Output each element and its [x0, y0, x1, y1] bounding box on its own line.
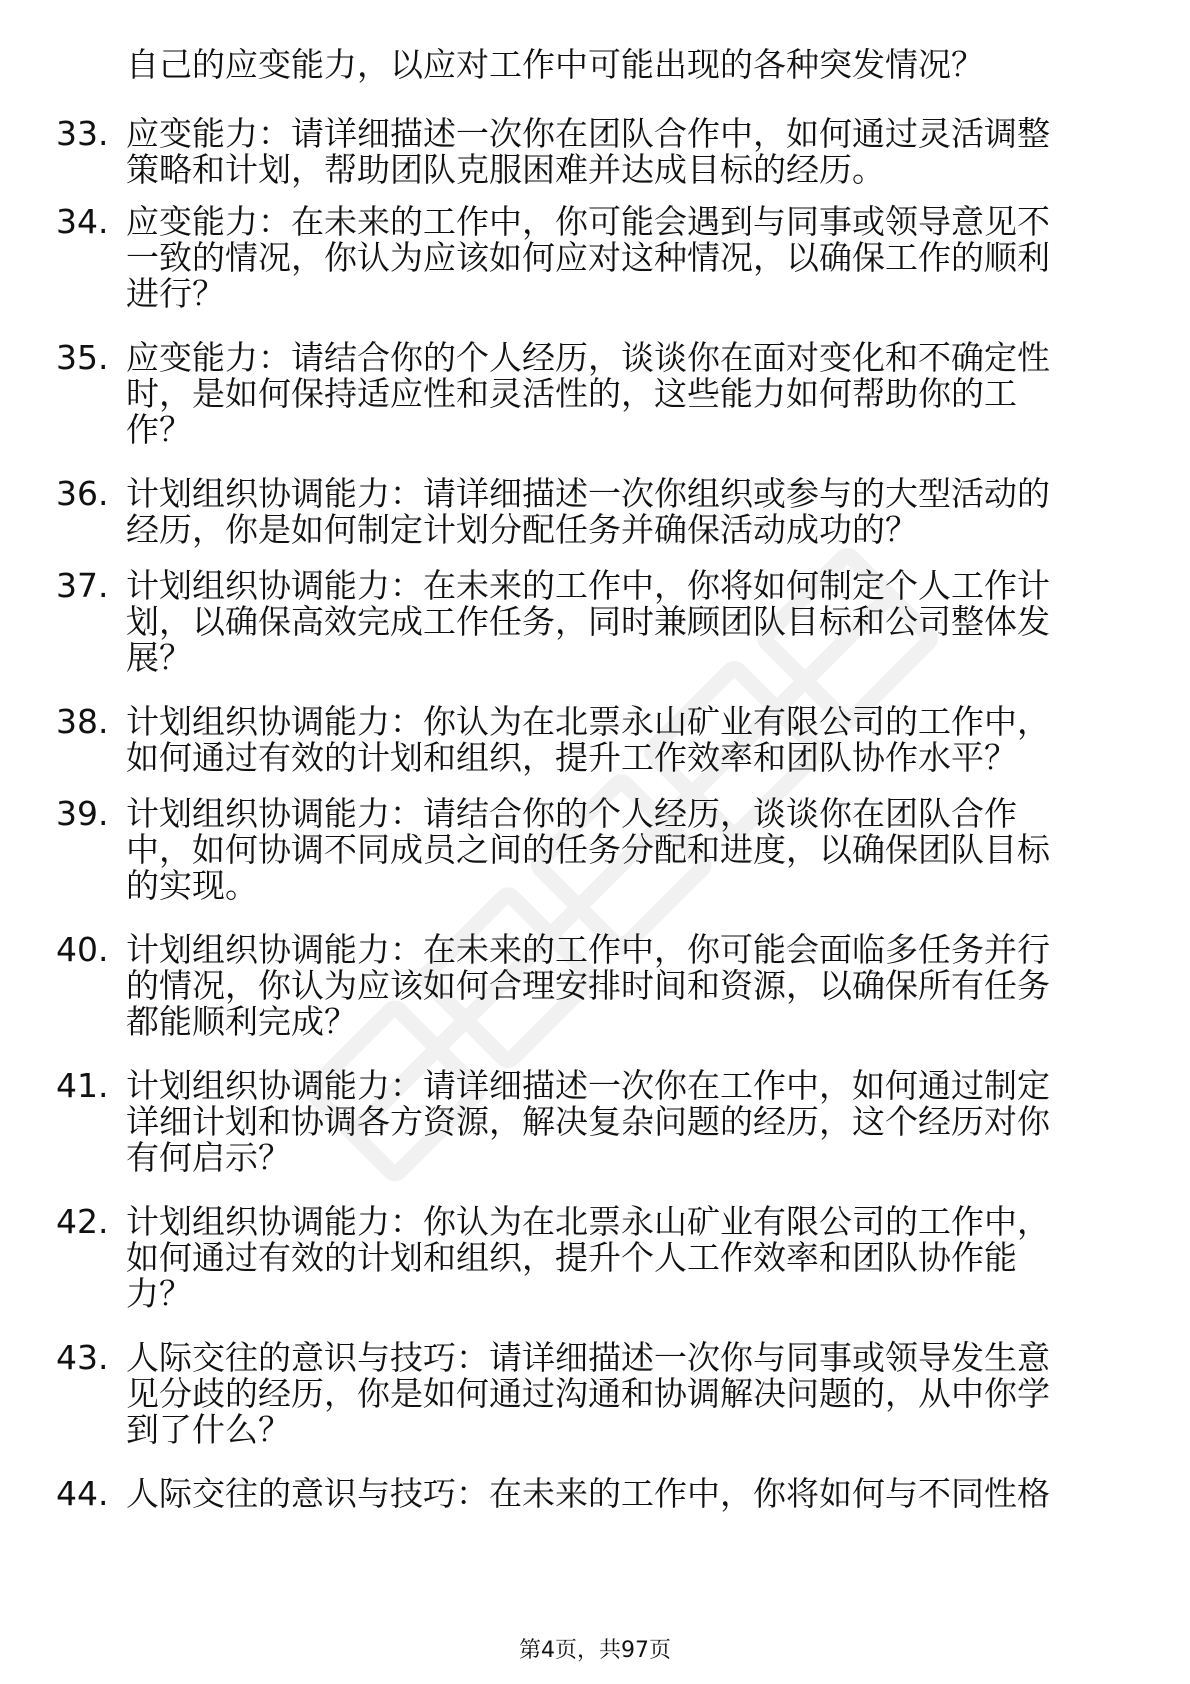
question-number: 43. [56, 1338, 109, 1377]
question-text: 计划组织协调能力：请结合你的个人经历，谈谈你在团队合作 中，如何协调不同成员之间的任务分配和进度，以确保团队目标 的实现。 [126, 794, 1050, 905]
question-number: 42. [56, 1202, 109, 1241]
question-number: 34. [56, 202, 109, 241]
question-text: 应变能力：请结合你的个人经历，谈谈你在面对变化和不确定性 时，是如何保持适应性和灵活性的，这些能力如何帮助你的工 作？ [126, 338, 1050, 449]
question-text: 计划组织协调能力：你认为在北票永山矿业有限公司的工作中， 如何通过有效的计划和组织，提升工作效率和团队协作水平？ [126, 702, 1050, 777]
question-number: 44. [56, 1474, 109, 1513]
page-footer: 第4页，共97页 [519, 1638, 671, 1663]
question-text: 人际交往的意识与技巧：在未来的工作中，你将如何与不同性格 [126, 1474, 1050, 1513]
question-number: 37. [56, 566, 109, 605]
question-number: 39. [56, 794, 109, 833]
question-text: 应变能力：在未来的工作中，你可能会遇到与同事或领导意见不 一致的情况，你认为应该如何应对这种情况，以确保工作的顺利 进行？ [126, 202, 1050, 313]
question-text: 计划组织协调能力：在未来的工作中，你将如何制定个人工作计 划，以确保高效完成工作任务，同时兼顾团队目标和公司整体发 展？ [126, 566, 1050, 677]
question-number: 41. [56, 1066, 109, 1105]
question-number: 35. [56, 338, 109, 377]
question-text: 人际交往的意识与技巧：请详细描述一次你与同事或领导发生意 见分歧的经历，你是如何通过沟通和协调解决问题的，从中你学 到了什么？ [126, 1338, 1050, 1449]
question-text: 计划组织协调能力：你认为在北票永山矿业有限公司的工作中， 如何通过有效的计划和组织，提升个人工作效率和团队协作能 力？ [126, 1202, 1050, 1313]
question-text: 应变能力：请详细描述一次你在团队合作中，如何通过灵活调整 策略和计划，帮助团队克服困难并达成目标的经历。 [126, 114, 1050, 189]
continuation-text: 自己的应变能力，以应对工作中可能出现的各种突发情况？ [126, 45, 984, 84]
question-number: 33. [56, 114, 109, 153]
question-number: 38. [56, 702, 109, 741]
question-text: 计划组织协调能力：在未来的工作中，你可能会面临多任务并行 的情况，你认为应该如何合理安排时间和资源，以确保所有任务 都能顺利完成？ [126, 930, 1050, 1041]
question-number: 36. [56, 474, 109, 513]
question-text: 计划组织协调能力：请详细描述一次你在工作中，如何通过制定 详细计划和协调各方资源，解决复杂问题的经历，这个经历对你 有何启示？ [126, 1066, 1050, 1177]
question-text: 计划组织协调能力：请详细描述一次你组织或参与的大型活动的 经历，你是如何制定计划分配任务并确保活动成功的？ [126, 474, 1050, 549]
question-number: 40. [56, 930, 109, 969]
